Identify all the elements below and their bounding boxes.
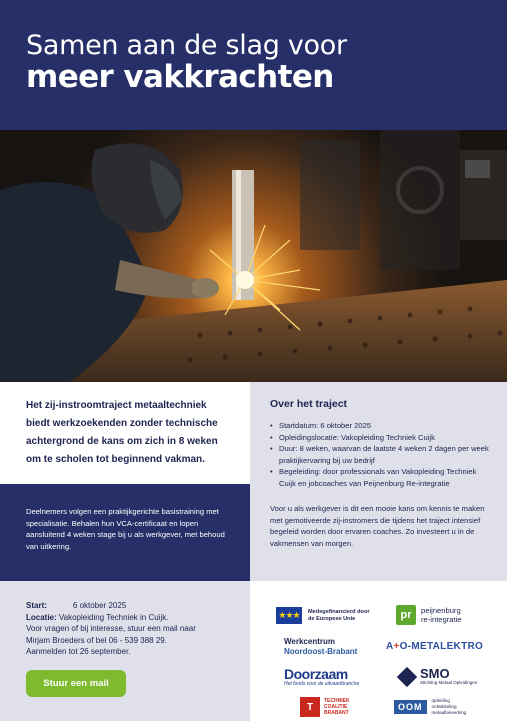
page-title-line1: Samen aan de slag voor	[26, 30, 347, 61]
tk-line3: BRABANT	[324, 710, 349, 716]
deadline-line: Aanmelden tot 26 september.	[26, 647, 131, 656]
about-paragraph: Voor u als werkgever is dit een mooie kans om kennis te maken met gemotiveerde zij-instromers die tijdens het traject intensief begeleid worden door ervaren coaches. Zo investeert u in de vakmensen van morgen.	[270, 504, 485, 548]
tk-line1: TECHNIEK	[324, 698, 350, 704]
list-item: • Opleidingslocatie: Vakopleiding Techniek Cuijk	[270, 432, 493, 444]
list-item: • Begeleiding: door professionals van Vakopleiding Techniek Cuijk en jobcoaches van Peijnenburg Re-integratie	[270, 466, 493, 489]
intro-text: Het zij-instroomtraject metaaltechniek biedt werkzoekenden zonder technische achtergrond de kans om zich in 8 weken om te scholen tot beginnend vakman.	[26, 400, 218, 465]
oom-line3: metaalbewerking	[431, 710, 467, 715]
ao-part1: A	[386, 641, 394, 652]
header-banner	[0, 0, 507, 130]
tk-line2: COALITIE	[324, 704, 348, 710]
peijnenburg-icon: pr	[396, 605, 416, 625]
training-section	[0, 484, 250, 581]
techniek-coalitie-logo	[300, 697, 350, 717]
welder-photo	[0, 130, 507, 382]
training-text: Deelnemers volgen een praktijkgerichte basistraining met specialisatie. Behalen hun VCA-certificaat en lopen aansluitend 4 weken stage bij u als werkgever, met behoud van uitkering.	[26, 507, 225, 551]
oom-name: OOM	[394, 700, 427, 714]
list-item: • Duur: 8 weken, waarvan de laatste 4 weken 2 dagen per week praktijkervaring bij uw bedrijf	[270, 443, 493, 466]
oom-line2: ontwikkeling	[431, 704, 457, 709]
smo-logo	[398, 667, 477, 686]
contact-phone-line: Mirjam Broeders of bel 06 - 539 388 29.	[26, 635, 167, 645]
intro-section	[0, 382, 250, 484]
location-line	[26, 612, 230, 624]
werkcentrum-logo	[284, 637, 357, 657]
dz-name: Doorzaam	[284, 666, 348, 682]
smo-diamond-icon	[397, 666, 417, 686]
contact-section	[0, 581, 250, 721]
start-label: Start:	[26, 601, 47, 610]
pr-line1: peijnenburg	[421, 606, 461, 615]
ao-part3: O-METALEKTRO	[399, 641, 484, 652]
smo-name: SMO	[420, 666, 450, 681]
techniek-coalitie-icon: T	[300, 697, 320, 717]
ao-metalektro-logo	[386, 641, 483, 652]
eu-line2: de Europese Unie	[308, 615, 356, 622]
wc-line2: Noordoost-Brabant	[284, 647, 358, 656]
smo-sub: Stichting Metaal Opleidingen	[420, 680, 478, 685]
start-line	[26, 600, 230, 612]
ao-part2: +	[393, 641, 400, 652]
page-title-line2: meer vakkrachten	[26, 59, 334, 95]
oom-line1: opleiding	[431, 698, 450, 703]
about-title: Over het traject	[270, 398, 348, 410]
contact-info-line: Voor vragen of bij interesse, stuur een mail naar	[26, 624, 196, 633]
eu-line1: Medegefinancierd door	[308, 608, 370, 615]
doorzaam-logo	[284, 667, 359, 688]
list-item: • Startdatum: 6 oktober 2025	[270, 420, 493, 432]
location-label: Locatie:	[26, 612, 57, 622]
about-list	[270, 420, 493, 489]
location-value: Vakopleiding Techniek in Cuijk.	[58, 612, 169, 622]
dz-sub: Het fonds voor de uitvaartbranche	[284, 681, 360, 687]
eu-flag-icon: ★★★	[276, 607, 302, 624]
about-section	[250, 382, 507, 581]
oom-logo	[394, 698, 466, 716]
send-mail-button[interactable]: Stuur een mail	[26, 670, 126, 697]
start-value: 6 oktober 2025	[72, 601, 127, 610]
eu-logo	[276, 607, 370, 624]
partner-logos	[250, 581, 507, 721]
pr-line2: re-integratie	[421, 615, 462, 624]
peijnenburg-logo	[396, 605, 462, 625]
wc-line1: Werkcentrum	[284, 637, 335, 646]
